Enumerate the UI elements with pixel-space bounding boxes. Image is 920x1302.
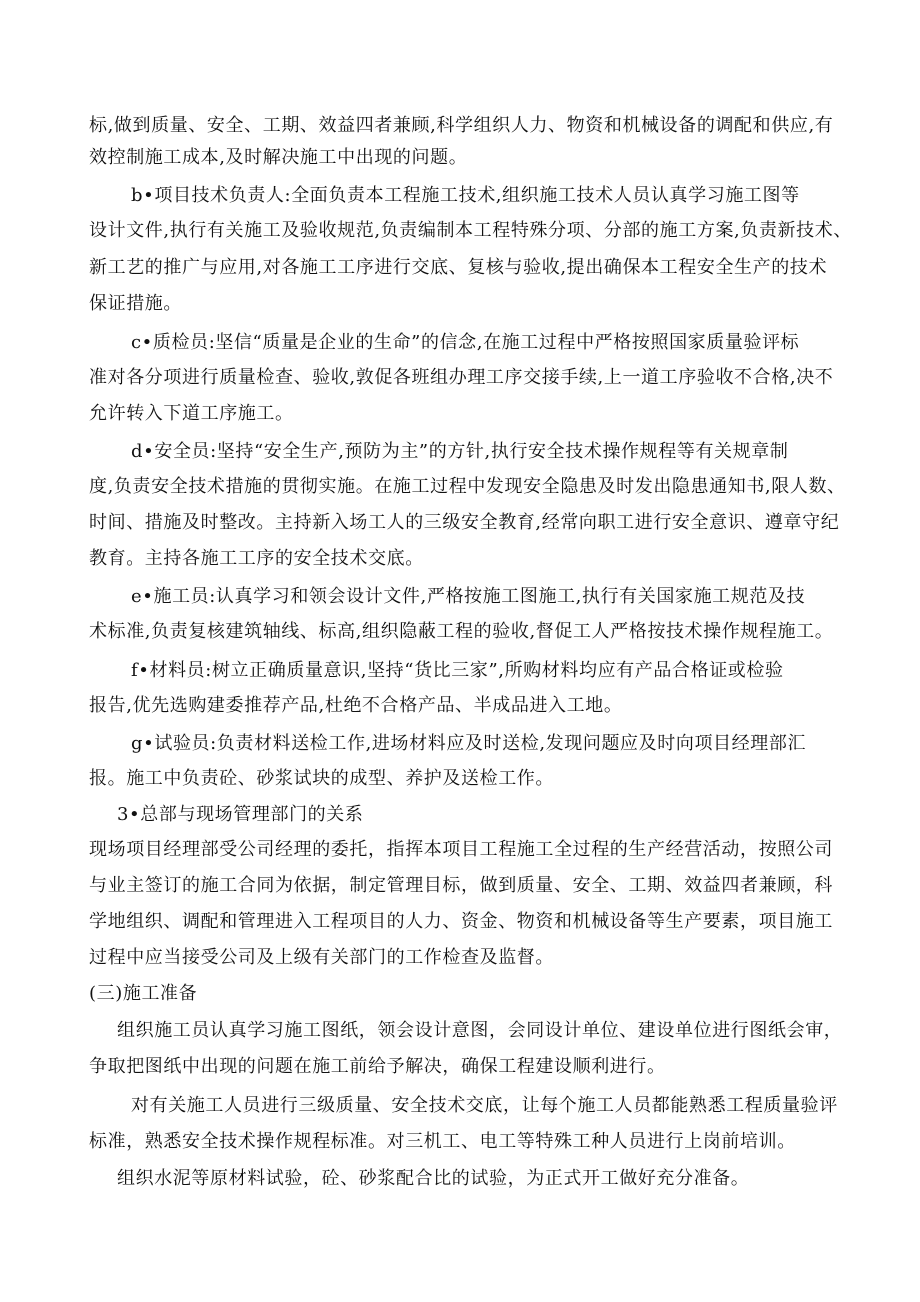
text-line: 度,负责安全技术措施的贯彻实施。在施工过程中发现安全隐患及时发出隐患通知书,限人数、 (89, 476, 846, 497)
text-line: c•质检员:坚信“质量是企业的生命”的信念,在施工过程中严格按照国家质量验评标 (131, 332, 800, 353)
text-line: 学地组织、调配和管理进入工程项目的人力、资金、物资和机械设备等生产要素，项目施工 (89, 911, 833, 932)
text-line: 保证措施。 (89, 293, 182, 314)
text-line: d•安全员:坚持“安全生产,预防为主”的方针,执行安全技术操作规程等有关规章制 (131, 441, 789, 462)
text-line: 标,做到质量、安全、工期、效益四者兼顾,科学组织人力、物资和机械设备的调配和供应,有 (89, 115, 834, 136)
text-line: 标准，熟悉安全技术操作规程标准。对三机工、电工等特殊工种人员进行上岗前培训。 (89, 1131, 796, 1152)
text-line: 对有关施工人员进行三级质量、安全技术交底，让每个施工人员都能熟悉工程质量验评 (131, 1095, 838, 1116)
text-line: 效控制施工成本,及时解决施工中出现的问题。 (89, 147, 468, 168)
text-line: 设计文件,执行有关施工及验收规范,负责编制本工程特殊分项、分部的施工方案,负责新技术、 (89, 220, 852, 241)
text-line: 新工艺的推广与应用,对各施工工序进行交底、复核与验收,提出确保本工程安全生产的技术 (89, 257, 828, 278)
text-line: f•材料员:树立正确质量意识,坚持“货比三家”,所购材料均应有产品合格证或检验 (131, 660, 784, 681)
text-line: 教育。主持各施工工序的安全技术交底。 (89, 548, 424, 569)
text-line: 现场项目经理部受公司经理的委托，指挥本项目工程施工全过程的生产经营活动，按照公司 (89, 839, 833, 860)
section-heading: 3•总部与现场管理部门的关系 (117, 804, 364, 825)
text-line: 报告,优先选购建委推荐产品,杜绝不合格产品、半成品进入工地。 (89, 695, 623, 716)
text-line: 时间、措施及时整改。主持新入场工人的三级安全教育,经常向职工进行安全意识、遵章守纪 (89, 512, 840, 533)
text-line: 术标准,负责复核建筑轴线、标高,组织隐蔽工程的验收,督促工人严格按技术操作规程施工。 (89, 621, 834, 642)
text-line: 报。施工中负责砼、砂浆试块的成型、养护及送检工作。 (89, 768, 554, 789)
section-heading: (三)施工准备 (89, 983, 198, 1004)
text-line: 组织施工员认真学习施工图纸，领会设计意图，会同设计单位、建设单位进行图纸会审， (117, 1020, 843, 1041)
text-line: 准对各分项进行质量检查、验收,敦促各班组办理工序交接手续,上一道工序验收不合格,决不 (89, 367, 834, 388)
text-line: 组织水泥等原材料试验，砼、砂浆配合比的试验，为正式开工做好充分准备。 (117, 1168, 750, 1189)
text-line: e•施工员:认真学习和领会设计文件,严格按施工图施工,执行有关国家施工规范及技 (131, 586, 806, 607)
text-line: 允许转入下道工序施工。 (89, 403, 294, 424)
text-line: b•项目技术负责人:全面负责本工程施工技术,组织施工技术人员认真学习施工图等 (131, 185, 800, 206)
text-line: 过程中应当接受公司及上级有关部门的工作检查及监督。 (89, 947, 554, 968)
text-line: 争取把图纸中出现的问题在施工前给予解决，确保工程建设顺利进行。 (89, 1056, 666, 1077)
text-line: 与业主签订的施工合同为依据，制定管理目标，做到质量、安全、工期、效益四者兼顾，科 (89, 875, 833, 896)
text-line: g•试验员:负责材料送检工作,进场材料应及时送检,发现问题应及时向项目经理部汇 (131, 733, 807, 754)
